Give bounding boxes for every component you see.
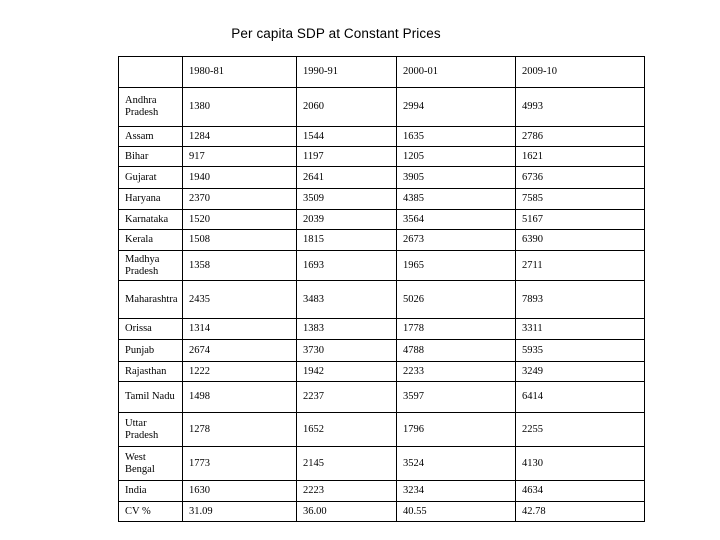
- value-cell: 7585: [516, 189, 645, 210]
- value-cell: 5026: [397, 281, 516, 319]
- value-cell: 3905: [397, 167, 516, 189]
- value-cell: 1222: [183, 362, 297, 382]
- value-cell: 1358: [183, 251, 297, 281]
- state-name-cell: Andhra Pradesh: [119, 88, 183, 127]
- value-cell: 1197: [297, 147, 397, 167]
- value-cell: 3483: [297, 281, 397, 319]
- value-cell: 1965: [397, 251, 516, 281]
- year-header-cell: 1990-91: [297, 57, 397, 88]
- table-row: [119, 167, 645, 189]
- value-cell: 6736: [516, 167, 645, 189]
- value-cell: 2435: [183, 281, 297, 319]
- value-cell: 2233: [397, 362, 516, 382]
- year-header-cell: 2009-10: [516, 57, 645, 88]
- table-title: Per capita SDP at Constant Prices: [231, 26, 441, 41]
- value-cell: 1778: [397, 319, 516, 340]
- state-name-cell: India: [119, 481, 183, 502]
- value-cell: 1635: [397, 127, 516, 147]
- value-cell: 2370: [183, 189, 297, 210]
- value-cell: 2255: [516, 413, 645, 447]
- value-cell: 2641: [297, 167, 397, 189]
- state-name-cell: Bihar: [119, 147, 183, 167]
- state-name-cell: Kerala: [119, 230, 183, 251]
- table-row: [119, 502, 645, 522]
- table-row: [119, 251, 645, 281]
- value-cell: 1773: [183, 447, 297, 481]
- table-row: [119, 382, 645, 413]
- value-cell: 42.78: [516, 502, 645, 522]
- value-cell: 1380: [183, 88, 297, 127]
- state-name-cell: Orissa: [119, 319, 183, 340]
- value-cell: 4385: [397, 189, 516, 210]
- header-corner-cell: [119, 57, 183, 88]
- table-row: [119, 189, 645, 210]
- value-cell: 4130: [516, 447, 645, 481]
- state-name-cell: West Bengal: [119, 447, 183, 481]
- value-cell: 6414: [516, 382, 645, 413]
- table-row: [119, 88, 645, 127]
- state-name-cell: Gujarat: [119, 167, 183, 189]
- table-row: [119, 230, 645, 251]
- value-cell: 1508: [183, 230, 297, 251]
- value-cell: 2994: [397, 88, 516, 127]
- sdp-table: [118, 56, 645, 522]
- value-cell: 1796: [397, 413, 516, 447]
- value-cell: 3564: [397, 210, 516, 230]
- table-row: [119, 281, 645, 319]
- value-cell: 2060: [297, 88, 397, 127]
- value-cell: 1383: [297, 319, 397, 340]
- table-row: [119, 147, 645, 167]
- value-cell: 1942: [297, 362, 397, 382]
- value-cell: 2223: [297, 481, 397, 502]
- value-cell: 3509: [297, 189, 397, 210]
- state-name-cell: Karnataka: [119, 210, 183, 230]
- value-cell: 5935: [516, 340, 645, 362]
- table-row: [119, 340, 645, 362]
- state-name-cell: Assam: [119, 127, 183, 147]
- value-cell: 36.00: [297, 502, 397, 522]
- value-cell: 6390: [516, 230, 645, 251]
- value-cell: 2039: [297, 210, 397, 230]
- value-cell: 3249: [516, 362, 645, 382]
- value-cell: 2786: [516, 127, 645, 147]
- value-cell: 7893: [516, 281, 645, 319]
- table-row: [119, 210, 645, 230]
- table-row: [119, 413, 645, 447]
- value-cell: 1278: [183, 413, 297, 447]
- table-row: [119, 481, 645, 502]
- value-cell: 1940: [183, 167, 297, 189]
- state-name-cell: Tamil Nadu: [119, 382, 183, 413]
- value-cell: 31.09: [183, 502, 297, 522]
- state-name-cell: CV %: [119, 502, 183, 522]
- value-cell: 1815: [297, 230, 397, 251]
- value-cell: 40.55: [397, 502, 516, 522]
- table-row: [119, 362, 645, 382]
- value-cell: 917: [183, 147, 297, 167]
- value-cell: 3730: [297, 340, 397, 362]
- state-name-cell: Punjab: [119, 340, 183, 362]
- value-cell: 1284: [183, 127, 297, 147]
- state-name-cell: Madhya Pradesh: [119, 251, 183, 281]
- header-row: [119, 57, 645, 88]
- value-cell: 1520: [183, 210, 297, 230]
- value-cell: 4993: [516, 88, 645, 127]
- state-name-cell: Uttar Pradesh: [119, 413, 183, 447]
- value-cell: 4788: [397, 340, 516, 362]
- value-cell: 2673: [397, 230, 516, 251]
- value-cell: 4634: [516, 481, 645, 502]
- table-row: [119, 127, 645, 147]
- state-name-cell: Haryana: [119, 189, 183, 210]
- value-cell: 2711: [516, 251, 645, 281]
- table-row: [119, 319, 645, 340]
- table-row: [119, 447, 645, 481]
- value-cell: 3311: [516, 319, 645, 340]
- value-cell: 1544: [297, 127, 397, 147]
- state-name-cell: Maharashtra: [119, 281, 183, 319]
- year-header-cell: 2000-01: [397, 57, 516, 88]
- value-cell: 1693: [297, 251, 397, 281]
- value-cell: 1630: [183, 481, 297, 502]
- value-cell: 2674: [183, 340, 297, 362]
- state-name-cell: Rajasthan: [119, 362, 183, 382]
- value-cell: 1205: [397, 147, 516, 167]
- value-cell: 1498: [183, 382, 297, 413]
- value-cell: 1652: [297, 413, 397, 447]
- value-cell: 3524: [397, 447, 516, 481]
- value-cell: 2237: [297, 382, 397, 413]
- value-cell: 2145: [297, 447, 397, 481]
- value-cell: 5167: [516, 210, 645, 230]
- value-cell: 1621: [516, 147, 645, 167]
- value-cell: 1314: [183, 319, 297, 340]
- year-header-cell: 1980-81: [183, 57, 297, 88]
- value-cell: 3597: [397, 382, 516, 413]
- value-cell: 3234: [397, 481, 516, 502]
